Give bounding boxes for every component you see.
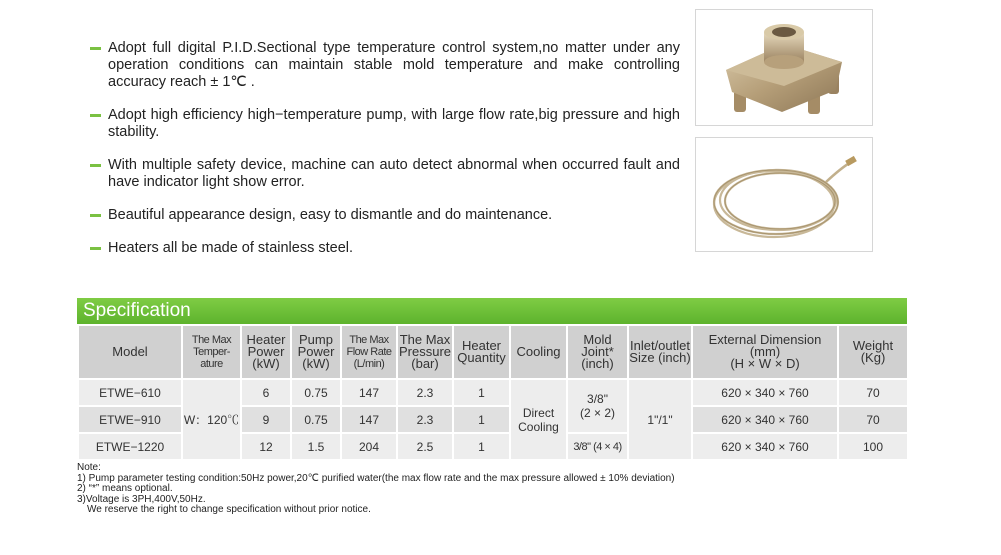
feature-text: Beautiful appearance design, easy to dismantle and do maintenance. xyxy=(108,207,553,223)
cell-heater-quantity: 1 xyxy=(453,406,510,433)
feature-text: Adopt full digital P.I.D.Sectional type temperature control system,no matter under any operation conditions can maintain stable mold temperature and make controlling accuracy reach ± 1℃ . xyxy=(108,40,680,90)
header-line: Flow Rate xyxy=(346,346,392,358)
manifold-product-image xyxy=(695,9,873,126)
header-heater-quantity xyxy=(453,325,510,379)
note-line: We reserve the right to change specification without prior notice. xyxy=(87,504,371,515)
header-line: Heater xyxy=(246,332,286,347)
header-line: ature xyxy=(200,358,223,370)
bullet-dash-icon xyxy=(90,164,101,167)
bullet-dash-icon xyxy=(90,114,101,117)
header-line: Size (inch) xyxy=(629,350,691,365)
cell-line: 3/8" xyxy=(587,392,608,406)
header-line: Heater xyxy=(461,338,502,353)
cell-weight: 100 xyxy=(838,433,908,460)
cell-model: ETWE−910 xyxy=(78,406,182,433)
header-line: Pump xyxy=(299,332,333,347)
header-inlet-outlet-size xyxy=(628,325,692,379)
table-header-row xyxy=(78,325,908,379)
header-line: (inch) xyxy=(581,356,614,371)
cell-line: Direct xyxy=(522,405,555,420)
feature-item xyxy=(90,40,680,91)
cell-line: Cooling xyxy=(518,419,559,434)
header-line: Inlet/outlet xyxy=(630,338,690,353)
header-external-dimension xyxy=(692,325,838,379)
header-line: Temper- xyxy=(193,346,230,358)
cell-pump-power: 0.75 xyxy=(291,379,341,406)
cell-max-temperature: W：120℃ xyxy=(182,379,241,460)
cell-dimension: 620 × 340 × 760 xyxy=(692,379,838,406)
cell-mold-joint xyxy=(567,379,628,433)
feature-item xyxy=(90,157,680,191)
header-line: (H × W × D) xyxy=(730,356,800,371)
header-line: The Max xyxy=(191,334,232,346)
specification-table xyxy=(77,324,909,461)
manifold-illustration xyxy=(696,10,872,125)
header-max-pressure xyxy=(397,325,453,379)
header-line: (kW) xyxy=(302,356,330,371)
header-line: Weight xyxy=(852,338,894,353)
header-mold-joint xyxy=(567,325,628,379)
feature-item xyxy=(90,240,680,257)
header-line: External Dimension xyxy=(708,332,822,347)
note-line: 2) “*” means optional. xyxy=(77,483,173,494)
cell-pump-power: 0.75 xyxy=(291,406,341,433)
header-line: (L/min) xyxy=(353,358,385,370)
header-cooling: Cooling xyxy=(510,325,567,379)
bullet-dash-icon xyxy=(90,247,101,250)
header-line: The Max xyxy=(349,334,389,346)
cell-heater-quantity: 1 xyxy=(453,379,510,406)
cell-heater-power: 9 xyxy=(241,406,291,433)
cell-heater-power: 12 xyxy=(241,433,291,460)
header-line: Joint* xyxy=(581,344,614,359)
cell-pressure: 2.5 xyxy=(397,433,453,460)
header-model: Model xyxy=(78,325,182,379)
feature-list xyxy=(90,40,680,273)
header-line: Quantity xyxy=(457,350,506,365)
cell-mold-joint: 3/8" (4 × 4) xyxy=(567,433,628,460)
header-line: (Kg) xyxy=(860,350,886,365)
notes xyxy=(77,463,675,516)
cell-pump-power: 1.5 xyxy=(291,433,341,460)
header-line: Pressure xyxy=(398,344,452,359)
cell-pressure: 2.3 xyxy=(397,379,453,406)
cell-heater-quantity: 1 xyxy=(453,433,510,460)
feature-text: Adopt high efficiency high−temperature pump, with large flow rate,big pressure and high stability. xyxy=(108,107,680,140)
cell-flow-rate: 204 xyxy=(341,433,397,460)
cell-line: (2 × 2) xyxy=(579,406,615,420)
cell-heater-power: 6 xyxy=(241,379,291,406)
header-max-temperature xyxy=(182,325,241,379)
header-max-flow-rate xyxy=(341,325,397,379)
note-line: Note: xyxy=(77,462,101,473)
header-line: Mold xyxy=(583,332,612,347)
feature-text: With multiple safety device, machine can auto detect abnormal when occurred fault and have indicator light show error. xyxy=(108,157,680,190)
header-line: (mm) xyxy=(749,344,781,359)
header-line: The Max xyxy=(399,332,451,347)
feature-text: Heaters all be made of stainless steel. xyxy=(108,240,354,256)
hose-coil-illustration xyxy=(696,138,872,251)
cell-model: ETWE−610 xyxy=(78,379,182,406)
header-heater-power xyxy=(241,325,291,379)
header-line: Power xyxy=(297,344,335,359)
cell-flow-rate: 147 xyxy=(341,379,397,406)
header-weight xyxy=(838,325,908,379)
specification-title: Specification xyxy=(77,298,907,324)
cell-flow-rate: 147 xyxy=(341,406,397,433)
header-line: (bar) xyxy=(411,356,439,371)
note-line: 1) Pump parameter testing condition:50Hz power,20℃ purified water(the max flow rate and the max pressure allowed ± 10% deviation) xyxy=(77,472,675,484)
hose-product-image xyxy=(695,137,873,252)
feature-item xyxy=(90,107,680,141)
header-line: (kW) xyxy=(252,356,280,371)
cell-cooling xyxy=(510,379,567,460)
cell-weight: 70 xyxy=(838,406,908,433)
header-pump-power xyxy=(291,325,341,379)
header-line: Power xyxy=(247,344,285,359)
note-line: 3)Voltage is 3PH,400V,50Hz. xyxy=(77,493,206,505)
cell-inlet-outlet: 1"/1" xyxy=(628,379,692,460)
bullet-dash-icon xyxy=(90,47,101,50)
cell-model: ETWE−1220 xyxy=(78,433,182,460)
table-row xyxy=(78,379,908,406)
feature-item xyxy=(90,207,680,224)
bullet-dash-icon xyxy=(90,214,101,217)
cell-pressure: 2.3 xyxy=(397,406,453,433)
cell-dimension: 620 × 340 × 760 xyxy=(692,433,838,460)
cell-dimension: 620 × 340 × 760 xyxy=(692,406,838,433)
cell-weight: 70 xyxy=(838,379,908,406)
